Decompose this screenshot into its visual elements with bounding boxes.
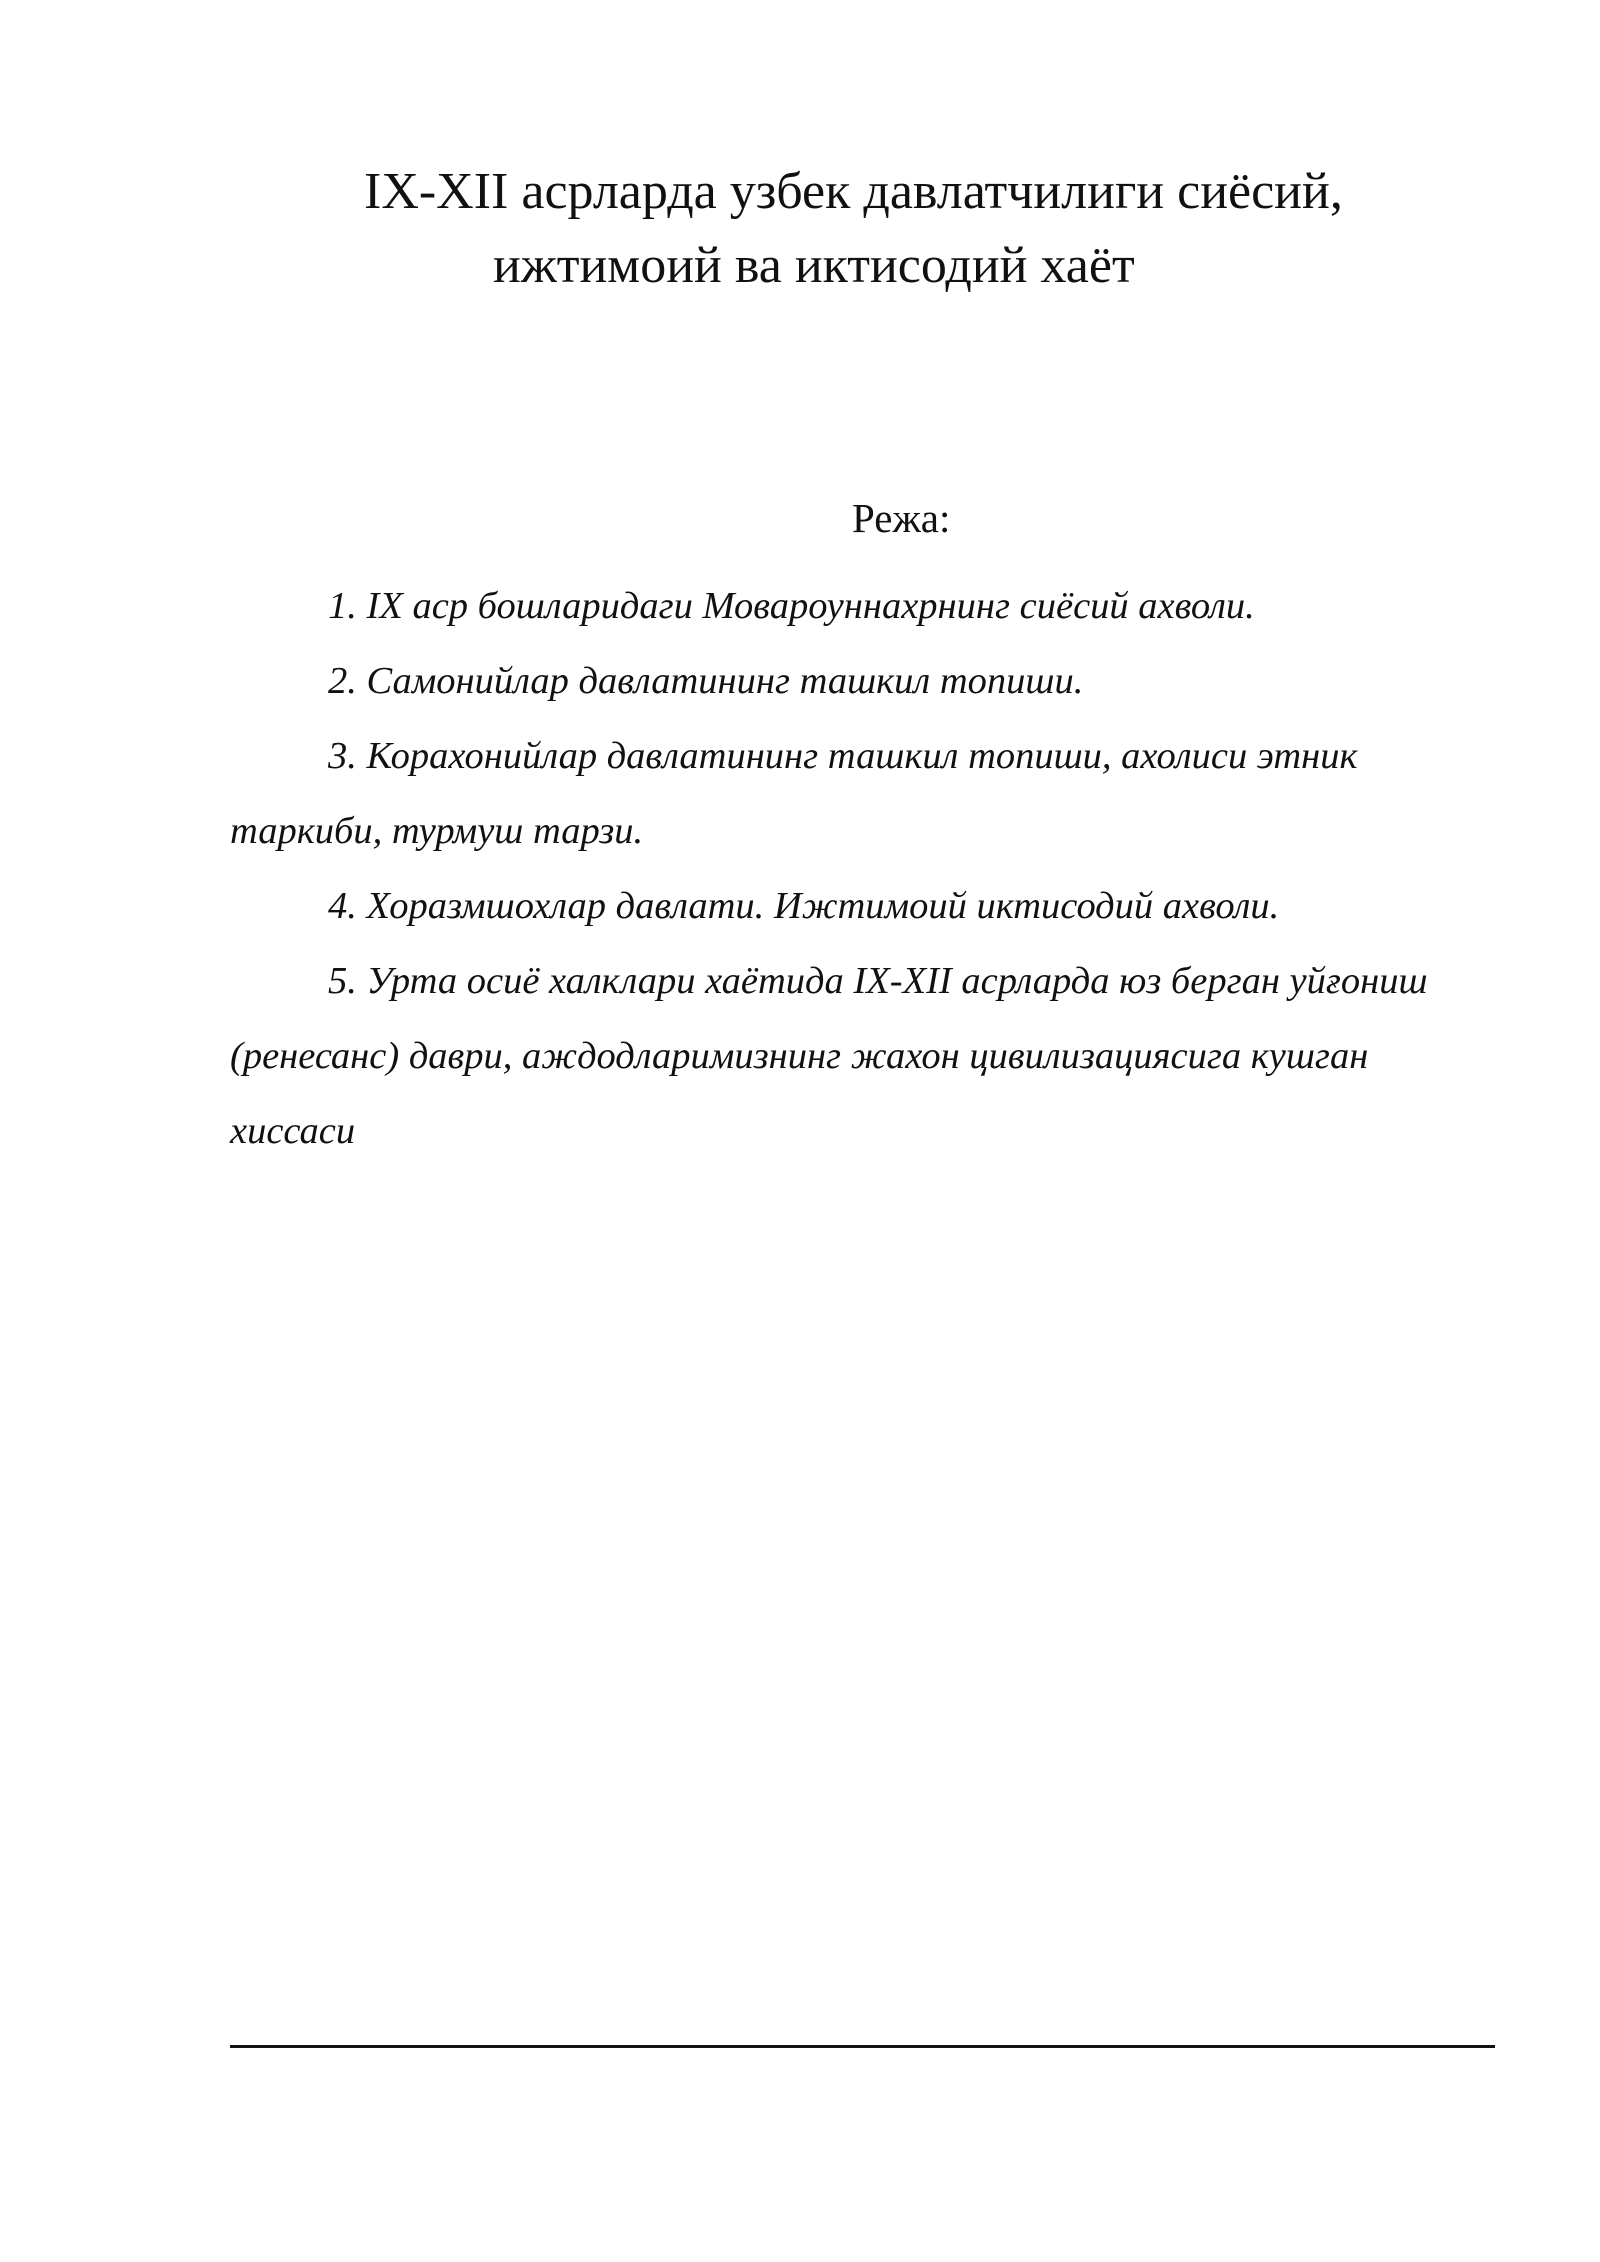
plan-item-5: 5. Урта осиё халклари хаётида IX-XII асрларда юз берган уйғониш (ренесанс) даври, аждодларимизнинг жахон цивилизациясига кушган хиссаси [230, 960, 1428, 1152]
document-title [0, 155, 1600, 303]
plan-list [230, 569, 1500, 1169]
plan-item-3: 3. Корахонийлар давлатининг ташкил топиши, ахолиси этник таркиби, турмуш тарзи. [230, 735, 1358, 852]
plan-heading: Режа: [852, 495, 951, 541]
footer-divider [230, 2045, 1495, 2048]
plan-item-2: 2. Самонийлар давлатининг ташкил топиши. [328, 660, 1084, 702]
plan-item-1: 1. IX аср бошларидаги Мовароуннахрнинг сиёсий ахволи. [328, 585, 1255, 627]
document-title-line-2: ижтимоий ва иктисодий хаёт [493, 237, 1135, 294]
document-title-line-1: IX-XII асрларда узбек давлатчилиги сиёсий, [364, 163, 1343, 220]
plan-item-4: 4. Хоразмшохлар давлати. Ижтимоий иктисодий ахволи. [328, 885, 1280, 927]
